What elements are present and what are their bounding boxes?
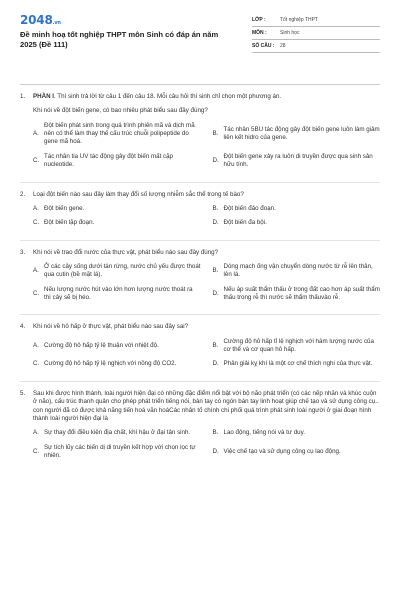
question-body	[33, 191, 380, 234]
answer-options	[33, 205, 380, 228]
option-letter: C.	[33, 289, 40, 297]
option-text: Sự tích lũy các biến dị di truyền kết hợp với chọn lọc tự nhiên.	[44, 443, 196, 459]
option-c[interactable]	[33, 153, 201, 170]
header-left	[20, 12, 225, 60]
option-letter: B.	[212, 130, 219, 138]
meta-row-class	[252, 14, 380, 27]
option-letter: D.	[212, 219, 219, 227]
option-letter: D.	[212, 289, 219, 297]
option-text: Phân giải kỵ khí là một cơ chế thích nghi của thực vật.	[223, 360, 373, 368]
option-text: Đột biến đa bội.	[223, 219, 267, 227]
option-d[interactable]	[213, 286, 381, 303]
option-text: Nếu lượng nước hút vào lớn hơn lượng nước thoát ra thì cây sẽ bị héo.	[44, 285, 193, 302]
answer-options	[33, 263, 380, 302]
question-body	[33, 390, 380, 467]
option-text: Việc chế tạo và sử dụng công cụ lao động.	[223, 447, 341, 455]
question-number: 5.	[20, 389, 26, 397]
option-letter: A.	[33, 429, 39, 437]
answer-options	[33, 338, 380, 369]
option-d[interactable]	[213, 153, 381, 170]
question-separator	[20, 314, 380, 315]
option-text: Tác nhân tia UV tác động gây đột biến mất cặp nucleotide.	[44, 152, 173, 169]
option-a[interactable]	[33, 263, 201, 280]
option-a[interactable]	[33, 429, 201, 437]
question-2	[20, 191, 380, 234]
option-text: Cường độ hô hấp tỷ lệ thuận với nhiệt độ.	[44, 341, 159, 349]
question-3	[20, 249, 380, 309]
question-number: 2.	[20, 190, 26, 198]
option-d[interactable]	[213, 219, 381, 227]
header	[20, 12, 380, 60]
option-text: Đột biến gene xảy ra luôn di truyền được qua sinh sản hữu tính.	[223, 152, 373, 169]
option-a[interactable]	[33, 205, 201, 213]
question-body	[33, 323, 380, 374]
option-text: Đột biến lặp đoạn.	[44, 219, 95, 227]
option-d[interactable]	[213, 444, 381, 461]
option-letter: B.	[212, 341, 219, 349]
option-c[interactable]	[33, 286, 201, 303]
option-letter: B.	[212, 267, 219, 275]
meta-label: LỚP :	[252, 16, 266, 23]
option-text: Đột biến gene.	[44, 204, 85, 212]
question-number: 4.	[20, 323, 26, 331]
question-text: Khi nói về hô hấp ở thực vật, phát biểu nào sau đây sai?	[33, 323, 189, 331]
option-text: Sự thay đổi điều kiện địa chất, khí hậu ở đại tân sinh.	[44, 429, 191, 437]
question-number: 3.	[20, 248, 26, 256]
question-number: 1.	[20, 93, 26, 100]
question-instruction: . Thí sinh trả lời từ câu 1 đến câu 18. Mỗi câu hỏi thí sinh chỉ chọn một phương án.	[53, 93, 282, 100]
question-4	[20, 323, 380, 374]
question-body	[33, 249, 380, 309]
option-letter: B.	[212, 429, 219, 437]
option-a[interactable]	[33, 122, 201, 147]
option-letter: A.	[33, 204, 39, 212]
option-letter: A.	[33, 341, 39, 349]
document-title: Đề minh hoạ tốt nghiệp THPT môn Sinh có đáp án năm 2025 (Đề 111)	[20, 30, 219, 50]
meta-label: MÔN :	[252, 29, 267, 36]
option-b[interactable]	[213, 263, 381, 280]
meta-row-subject	[252, 27, 380, 40]
option-letter: C.	[33, 360, 40, 368]
question-1	[20, 93, 380, 176]
option-b[interactable]	[213, 122, 381, 147]
question-text	[33, 93, 380, 101]
option-text: Đột biến phát sinh trong quá trình phiên mã và dịch mã nên có thể làm thay thế cấu trúc chuỗi polipeptide do gene mã hoá.	[44, 121, 195, 146]
meta-row-count	[252, 40, 380, 53]
question-text: Sau khi được hình thành, loài người hiện đại có những đặc điểm nổi bật với bộ não phát triển (có các nếp nhăn và khúc cuộn ở não), cấu trúc thanh quản cho phép phát triển tiếng nói, bàn tay có ngón bàn tay linh hoạt giúp chế tạo và sử dụng công cụ.. con người đã có được khả năng tiến hoá văn hoáCác nhân tố chính chi phối quá trình phát sinh loài người ở giai đoạn hình thành loài người hiện đại là	[33, 389, 379, 422]
option-c[interactable]	[33, 444, 201, 461]
meta-value: 28	[280, 42, 286, 49]
option-letter: A.	[33, 267, 39, 275]
option-b[interactable]	[213, 338, 381, 355]
question-separator	[20, 381, 380, 382]
option-b[interactable]	[213, 205, 381, 213]
option-letter: B.	[212, 204, 219, 212]
option-letter: C.	[33, 156, 40, 164]
meta-label: SỐ CÂU :	[252, 42, 275, 49]
answer-options	[33, 429, 380, 460]
option-text: Nếu áp suất thẩm thấu ở trong đất cao hơn áp suất thẩm thấu trong rễ thì nước sẽ thẩm thấuvào rễ.	[223, 285, 380, 302]
option-letter: C.	[33, 219, 40, 227]
site-logo[interactable]	[20, 12, 225, 28]
question-separator	[20, 240, 380, 241]
meta-value: Tốt nghiệp THPT	[280, 16, 318, 23]
option-text: Cường độ hô hấp tỷ lệ nghịch với nồng độ CO2.	[44, 360, 177, 368]
option-text: Ở các cây sống dưới tán rừng, nước chủ yếu được thoát qua cutin (bề mặt lá).	[44, 262, 201, 279]
meta-value: Sinh học	[280, 29, 300, 36]
option-c[interactable]	[33, 360, 201, 368]
logo-suffix: .vn	[52, 20, 61, 26]
option-letter: D.	[212, 360, 219, 368]
question-body	[33, 93, 380, 176]
option-letter: C.	[33, 447, 40, 455]
option-a[interactable]	[33, 338, 201, 355]
question-subtext: Khi nói về đột biến gene, có bao nhiêu phát biểu sau đây đúng?	[33, 107, 208, 115]
option-d[interactable]	[213, 360, 381, 368]
question-5	[20, 390, 380, 467]
option-text: Đột biến đảo đoạn.	[223, 204, 276, 212]
option-c[interactable]	[33, 219, 201, 227]
option-b[interactable]	[213, 429, 381, 437]
question-text: Khi nói về trao đổi nước của thực vật, phát biểu nào sau đây đúng?	[33, 248, 219, 256]
section-label: PHẦN I	[33, 93, 54, 100]
option-letter: A.	[33, 130, 39, 138]
meta-table	[252, 14, 380, 60]
logo-main: 2048	[20, 13, 53, 27]
header-divider	[20, 84, 380, 85]
option-letter: D.	[212, 447, 219, 455]
option-text: Lao động, tiếng nói và tư duy.	[223, 429, 305, 437]
option-letter: D.	[212, 156, 219, 164]
option-text: Cường độ hô hấp tỉ lệ nghịch với hàm lượng nước của cơ thể và cơ quan hô hấp.	[223, 337, 374, 354]
option-text: Tác nhân 5BU tác động gây đột biến gene luôn làm giảm liên kết hidro của gene.	[223, 125, 380, 142]
question-text: Loại đột biến nào sau đây làm thay đổi số lượng nhiễm sắc thể trong tế bào?	[33, 190, 244, 198]
question-separator	[20, 182, 380, 183]
answer-options	[33, 122, 380, 170]
option-text: Dòng mạch ống vận chuyển dòng nước từ rễ lên thân, lên lá.	[223, 262, 373, 279]
